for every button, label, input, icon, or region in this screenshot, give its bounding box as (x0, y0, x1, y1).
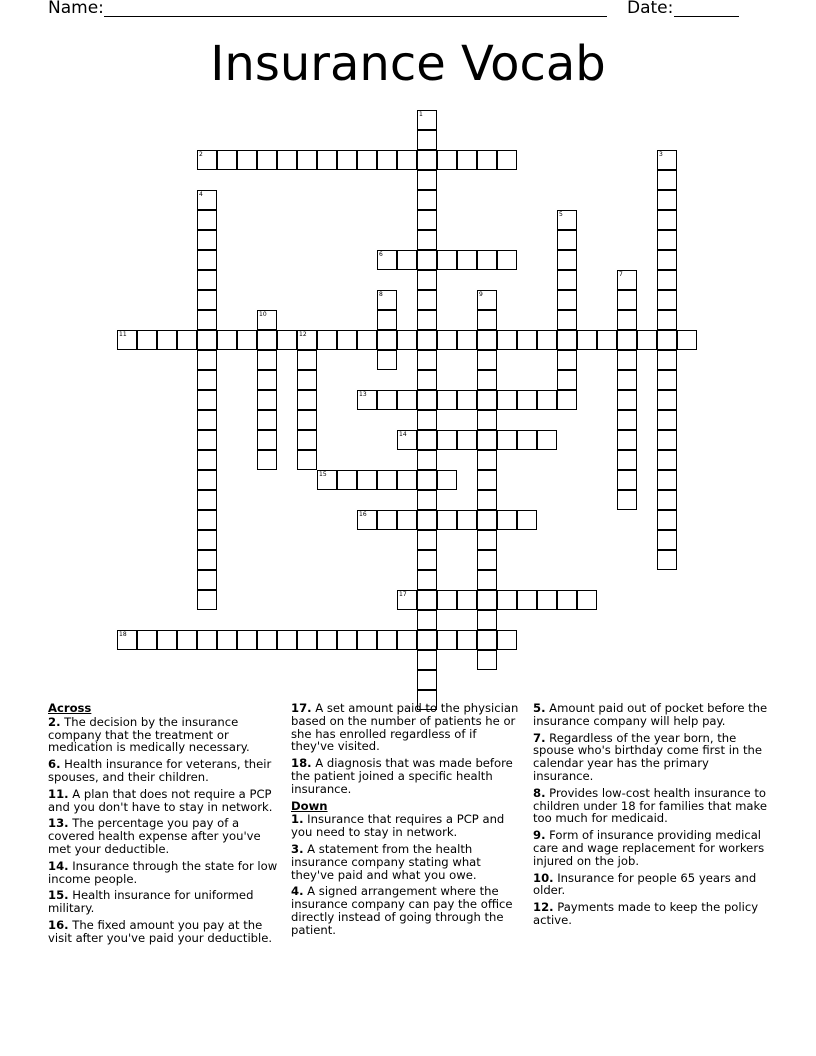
grid-cell[interactable] (237, 330, 257, 350)
grid-cell[interactable] (477, 530, 497, 550)
grid-cell[interactable] (417, 250, 437, 270)
grid-cell[interactable] (477, 630, 497, 650)
grid-cell[interactable] (477, 550, 497, 570)
grid-cell[interactable] (477, 490, 497, 510)
grid-cell[interactable] (417, 310, 437, 330)
grid-cell[interactable] (517, 430, 537, 450)
grid-cell[interactable] (217, 330, 237, 350)
grid-cell[interactable] (417, 170, 437, 190)
grid-cell[interactable] (557, 370, 577, 390)
grid-cell[interactable] (617, 370, 637, 390)
clue-down-10: 10. Insurance for people 65 years and older. (533, 870, 757, 898)
grid-cell[interactable] (557, 290, 577, 310)
grid-cell[interactable] (477, 330, 497, 350)
clues-column-2 (291, 702, 523, 941)
grid-cell[interactable] (417, 450, 437, 470)
grid-cell[interactable] (437, 150, 457, 170)
grid-cell[interactable] (137, 630, 157, 650)
grid-cell[interactable] (197, 210, 217, 230)
grid-cell[interactable] (337, 630, 357, 650)
grid-cell[interactable] (457, 330, 477, 350)
clue-down-9: 9. Form of insurance providing medical care and wage replacement for workers injured on the job. (533, 828, 765, 868)
grid-cell[interactable] (297, 630, 317, 650)
grid-cell[interactable] (417, 470, 437, 490)
grid-cell[interactable] (277, 330, 297, 350)
cell-number: 14 (399, 431, 407, 438)
grid-cell[interactable] (657, 250, 677, 270)
down-heading: Down (291, 798, 328, 813)
grid-cell[interactable] (377, 510, 397, 530)
grid-cell[interactable] (397, 470, 417, 490)
grid-cell[interactable] (477, 350, 497, 370)
grid-cell[interactable] (197, 470, 217, 490)
clue-across-11: 11. A plan that does not require a PCP and you don't have to stay in network. (48, 786, 273, 814)
grid-cell[interactable] (137, 330, 157, 350)
grid-cell[interactable] (557, 310, 577, 330)
grid-cell[interactable] (477, 410, 497, 430)
grid-cell[interactable] (197, 230, 217, 250)
grid-cell[interactable] (417, 530, 437, 550)
grid-cell[interactable] (537, 330, 557, 350)
grid-cell[interactable] (657, 390, 677, 410)
grid-cell[interactable] (477, 650, 497, 670)
grid-cell[interactable] (457, 430, 477, 450)
grid-cell[interactable] (557, 330, 577, 350)
grid-cell[interactable] (337, 470, 357, 490)
grid-cell[interactable] (657, 190, 677, 210)
grid-cell[interactable] (197, 510, 217, 530)
grid-cell[interactable] (177, 630, 197, 650)
grid-cell[interactable] (657, 450, 677, 470)
grid-cell[interactable] (657, 530, 677, 550)
grid-cell[interactable] (577, 330, 597, 350)
grid-cell[interactable] (477, 610, 497, 630)
grid-cell[interactable] (617, 430, 637, 450)
grid-cell[interactable] (417, 570, 437, 590)
grid-cell[interactable] (477, 250, 497, 270)
clue-across-17: 17. A set amount paid to the physician based on the number of patients he or she has enrolled regardless of if they've visited. (291, 701, 519, 754)
grid-cell[interactable] (297, 350, 317, 370)
grid-cell[interactable] (477, 310, 497, 330)
grid-cell[interactable] (457, 150, 477, 170)
grid-cell[interactable] (197, 310, 217, 330)
grid-cell[interactable] (297, 410, 317, 430)
grid-cell[interactable] (657, 330, 677, 350)
grid-cell[interactable] (317, 470, 337, 490)
grid-cell[interactable] (197, 330, 217, 350)
grid-cell[interactable] (437, 250, 457, 270)
grid-cell[interactable] (197, 250, 217, 270)
grid-cell[interactable] (657, 490, 677, 510)
grid-cell[interactable] (657, 310, 677, 330)
grid-cell[interactable] (557, 250, 577, 270)
grid-cell[interactable] (197, 190, 217, 210)
grid-cell[interactable] (417, 110, 437, 130)
grid-cell[interactable] (217, 630, 237, 650)
grid-cell[interactable] (277, 630, 297, 650)
grid-cell[interactable] (397, 390, 417, 410)
grid-cell[interactable] (397, 430, 417, 450)
grid-cell[interactable] (217, 150, 237, 170)
cell-number: 11 (119, 331, 127, 338)
cell-number: 16 (359, 511, 367, 518)
grid-cell[interactable] (417, 210, 437, 230)
clue-across-6: 6. Health insurance for veterans, their spouses, and their children. (48, 757, 272, 784)
grid-cell[interactable] (617, 270, 637, 290)
grid-cell[interactable] (497, 590, 517, 610)
cell-number: 10 (259, 311, 267, 318)
grid-cell[interactable] (577, 590, 597, 610)
grid-cell[interactable] (617, 450, 637, 470)
clues-column-3 (533, 702, 769, 931)
grid-cell[interactable] (177, 330, 197, 350)
grid-cell[interactable] (297, 370, 317, 390)
grid-cell[interactable] (657, 510, 677, 530)
page-title: Insurance Vocab (210, 36, 606, 92)
grid-cell[interactable] (537, 430, 557, 450)
grid-cell[interactable] (437, 470, 457, 490)
clue-across-15: 15. Health insurance for uniformed military. (48, 888, 254, 916)
grid-cell[interactable] (357, 470, 377, 490)
cell-number: 12 (299, 331, 307, 338)
grid-cell[interactable] (437, 430, 457, 450)
grid-cell[interactable] (617, 290, 637, 310)
clue-across-13: 13. The percentage you pay of a covered health expense after you've met your deductible. (48, 816, 261, 856)
clue-down-4: 4. A signed arrangement where the insurance company can pay the office directly instead of going through the patient. (291, 884, 513, 937)
grid-cell[interactable] (537, 590, 557, 610)
clue-across-16: 16. The fixed amount you pay at the visit after you've paid your deductible. (48, 917, 273, 945)
grid-cell[interactable] (557, 350, 577, 370)
clue-down-3: 3. A statement from the health insurance company stating what they've paid and what you owe. (291, 841, 481, 882)
grid-cell[interactable] (377, 390, 397, 410)
grid-cell[interactable] (557, 590, 577, 610)
grid-cell[interactable] (617, 350, 637, 370)
grid-cell[interactable] (417, 330, 437, 350)
grid-cell[interactable] (197, 350, 217, 370)
grid-cell[interactable] (477, 430, 497, 450)
grid-cell[interactable] (297, 450, 317, 470)
grid-cell[interactable] (497, 250, 517, 270)
grid-cell[interactable] (417, 550, 437, 570)
grid-cell[interactable] (477, 390, 497, 410)
grid-cell[interactable] (257, 330, 277, 350)
grid-cell[interactable] (437, 330, 457, 350)
grid-cell[interactable] (417, 430, 437, 450)
cell-number: 3 (659, 151, 663, 158)
grid-cell[interactable] (417, 630, 437, 650)
grid-cell[interactable] (257, 390, 277, 410)
grid-cell[interactable] (477, 570, 497, 590)
grid-cell[interactable] (657, 230, 677, 250)
grid-cell[interactable] (657, 550, 677, 570)
grid-cell[interactable] (657, 370, 677, 390)
grid-cell[interactable] (197, 390, 217, 410)
grid-cell[interactable] (477, 290, 497, 310)
grid-cell[interactable] (657, 170, 677, 190)
grid-cell[interactable] (597, 330, 617, 350)
grid-cell[interactable] (237, 150, 257, 170)
grid-cell[interactable] (517, 510, 537, 530)
grid-cell[interactable] (197, 150, 217, 170)
grid-cell[interactable] (417, 410, 437, 430)
grid-cell[interactable] (557, 390, 577, 410)
grid-cell[interactable] (417, 190, 437, 210)
grid-cell[interactable] (197, 430, 217, 450)
grid-cell[interactable] (497, 390, 517, 410)
cell-number: 2 (199, 151, 203, 158)
grid-cell[interactable] (617, 310, 637, 330)
grid-cell[interactable] (617, 390, 637, 410)
grid-cell[interactable] (457, 510, 477, 530)
cell-number: 5 (559, 211, 563, 218)
grid-cell[interactable] (297, 390, 317, 410)
grid-cell[interactable] (437, 590, 457, 610)
grid-cell[interactable] (397, 150, 417, 170)
grid-cell[interactable] (357, 330, 377, 350)
grid-cell[interactable] (437, 390, 457, 410)
grid-cell[interactable] (297, 330, 317, 350)
grid-cell[interactable] (377, 350, 397, 370)
grid-cell[interactable] (397, 250, 417, 270)
grid-cell[interactable] (197, 290, 217, 310)
grid-cell[interactable] (457, 590, 477, 610)
grid-cell[interactable] (377, 310, 397, 330)
grid-cell[interactable] (257, 370, 277, 390)
grid-cell[interactable] (257, 630, 277, 650)
grid-cell[interactable] (377, 470, 397, 490)
grid-cell[interactable] (417, 290, 437, 310)
grid-cell[interactable] (417, 670, 437, 690)
grid-cell[interactable] (357, 390, 377, 410)
grid-cell[interactable] (337, 150, 357, 170)
clue-down-5: 5. Amount paid out of pocket before the insurance company will help pay. (533, 701, 768, 728)
grid-cell[interactable] (337, 330, 357, 350)
grid-cell[interactable] (417, 390, 437, 410)
grid-cell[interactable] (257, 410, 277, 430)
cell-number: 8 (379, 291, 383, 298)
cell-number: 9 (479, 291, 483, 298)
across-heading: Across (48, 701, 92, 715)
grid-cell[interactable] (317, 630, 337, 650)
grid-cell[interactable] (257, 310, 277, 330)
grid-cell[interactable] (257, 450, 277, 470)
clue-down-8: 8. Provides low-cost health insurance to children under 18 for families that make too much for medicaid. (533, 785, 767, 826)
grid-cell[interactable] (237, 630, 257, 650)
grid-cell[interactable] (257, 430, 277, 450)
grid-cell[interactable] (477, 150, 497, 170)
grid-cell[interactable] (377, 630, 397, 650)
clue-across-14: 14. Insurance through the state for low income people. (48, 858, 278, 886)
clue-down-12: 12. Payments made to keep the policy active. (533, 900, 759, 927)
clue-across-18: 18. A diagnosis that was made before the patient joined a specific health insurance. (291, 756, 513, 796)
clues-column-1 (48, 702, 278, 949)
grid-cell[interactable] (277, 150, 297, 170)
grid-cell[interactable] (497, 150, 517, 170)
grid-cell[interactable] (497, 510, 517, 530)
grid-cell[interactable] (497, 430, 517, 450)
grid-cell[interactable] (197, 370, 217, 390)
grid-cell[interactable] (297, 150, 317, 170)
grid-cell[interactable] (417, 650, 437, 670)
cell-number: 6 (379, 251, 383, 258)
grid-cell[interactable] (317, 150, 337, 170)
clue-down-7: 7. Regardless of the year born, the spouse who's birthday come first in the calendar year has the primary insurance. (533, 730, 762, 783)
grid-cell[interactable] (197, 570, 217, 590)
cell-number: 13 (359, 391, 367, 398)
date-label: Date: (627, 0, 674, 18)
grid-cell[interactable] (657, 470, 677, 490)
grid-cell[interactable] (457, 250, 477, 270)
grid-cell[interactable] (317, 330, 337, 350)
grid-cell[interactable] (197, 630, 217, 650)
grid-cell[interactable] (397, 590, 417, 610)
cell-number: 17 (399, 591, 407, 598)
grid-cell[interactable] (477, 590, 497, 610)
grid-cell[interactable] (437, 630, 457, 650)
grid-cell[interactable] (157, 630, 177, 650)
grid-cell[interactable] (397, 630, 417, 650)
grid-cell[interactable] (517, 330, 537, 350)
grid-cell[interactable] (377, 330, 397, 350)
grid-cell[interactable] (377, 150, 397, 170)
grid-cell[interactable] (417, 510, 437, 530)
grid-cell[interactable] (477, 450, 497, 470)
grid-cell[interactable] (497, 630, 517, 650)
grid-cell[interactable] (417, 590, 437, 610)
grid-cell[interactable] (657, 270, 677, 290)
grid-cell[interactable] (197, 550, 217, 570)
grid-cell[interactable] (617, 330, 637, 350)
clue-across-2: 2. The decision by the insurance company that the treatment or medication is medically necessary. (48, 714, 250, 755)
grid-cell[interactable] (557, 270, 577, 290)
grid-cell[interactable] (197, 590, 217, 610)
grid-cell[interactable] (417, 230, 437, 250)
grid-cell[interactable] (657, 290, 677, 310)
grid-cell[interactable] (257, 350, 277, 370)
grid-cell[interactable] (417, 130, 437, 150)
cell-number: 4 (199, 191, 203, 198)
grid-cell[interactable] (477, 470, 497, 490)
cell-number: 7 (619, 271, 623, 278)
grid-cell[interactable] (157, 330, 177, 350)
grid-cell[interactable] (517, 590, 537, 610)
grid-cell[interactable] (457, 390, 477, 410)
clue-down-1: 1. Insurance that requires a PCP and you need to stay in network. (291, 812, 505, 840)
grid-cell[interactable] (397, 510, 417, 530)
grid-cell[interactable] (657, 350, 677, 370)
grid-cell[interactable] (197, 410, 217, 430)
grid-cell[interactable] (197, 530, 217, 550)
grid-cell[interactable] (377, 290, 397, 310)
grid-cell[interactable] (557, 210, 577, 230)
grid-cell[interactable] (677, 330, 697, 350)
grid-cell[interactable] (537, 390, 557, 410)
grid-cell[interactable] (617, 470, 637, 490)
grid-cell[interactable] (197, 270, 217, 290)
grid-cell[interactable] (417, 270, 437, 290)
grid-cell[interactable] (657, 150, 677, 170)
grid-cell[interactable] (357, 510, 377, 530)
cell-number: 1 (419, 111, 423, 118)
grid-cell[interactable] (497, 330, 517, 350)
grid-cell[interactable] (617, 410, 637, 430)
grid-cell[interactable] (417, 490, 437, 510)
grid-cell[interactable] (637, 330, 657, 350)
grid-cell[interactable] (657, 210, 677, 230)
cell-number: 18 (119, 631, 127, 638)
grid-cell[interactable] (417, 350, 437, 370)
grid-cell[interactable] (657, 410, 677, 430)
grid-cell[interactable] (197, 490, 217, 510)
grid-cell[interactable] (357, 630, 377, 650)
grid-cell[interactable] (657, 430, 677, 450)
grid-cell[interactable] (477, 510, 497, 530)
grid-cell[interactable] (557, 230, 577, 250)
grid-cell[interactable] (517, 390, 537, 410)
grid-cell[interactable] (477, 370, 497, 390)
grid-cell[interactable] (197, 450, 217, 470)
grid-cell[interactable] (417, 370, 437, 390)
grid-cell[interactable] (417, 610, 437, 630)
name-label: Name: (48, 0, 104, 18)
grid-cell[interactable] (357, 150, 377, 170)
grid-cell[interactable] (617, 490, 637, 510)
grid-cell[interactable] (377, 250, 397, 270)
grid-cell[interactable] (117, 630, 137, 650)
grid-cell[interactable] (437, 510, 457, 530)
grid-cell[interactable] (297, 430, 317, 450)
grid-cell[interactable] (257, 150, 277, 170)
grid-cell[interactable] (457, 630, 477, 650)
cell-number: 15 (319, 471, 327, 478)
grid-cell[interactable] (397, 330, 417, 350)
grid-cell[interactable] (117, 330, 137, 350)
grid-cell[interactable] (417, 150, 437, 170)
